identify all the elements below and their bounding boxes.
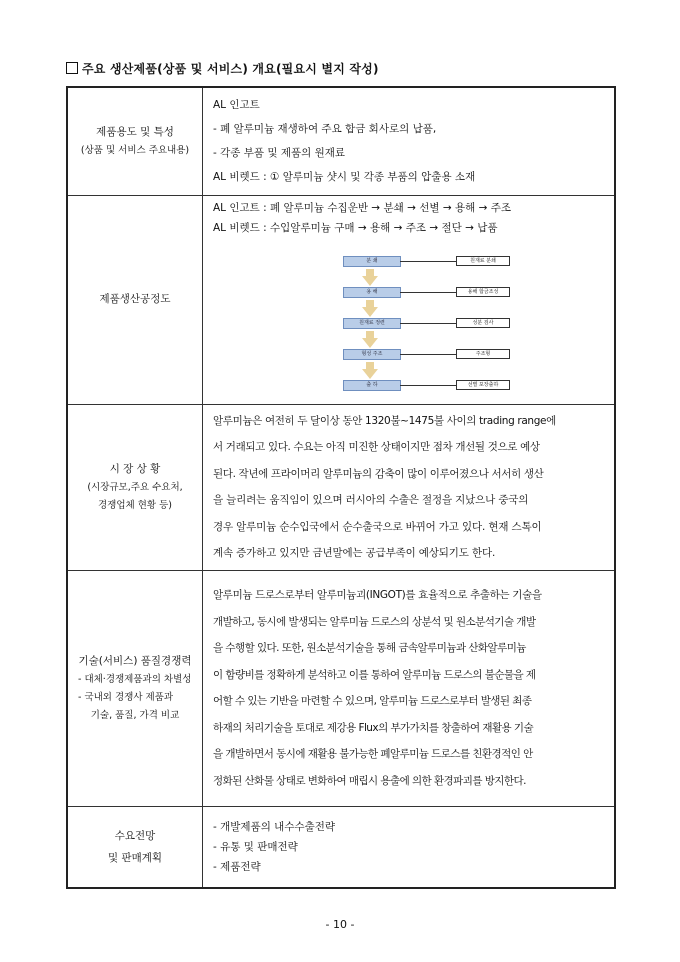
- flow-step: 분 쇄: [343, 256, 401, 267]
- label-market-text: 시 장 상 황: [109, 462, 161, 475]
- flow-step: 출 하: [343, 380, 401, 391]
- plan-line-3: - 제품전략: [213, 860, 261, 873]
- content-plan: [203, 806, 616, 888]
- plan-line-1: - 개발제품의 내수수출전략: [213, 820, 336, 833]
- flow-step: 용 해: [343, 287, 401, 298]
- tech-line-2: 개발하고, 동시에 발생되는 알루미늄 드로스의 상분석 및 원소분석기술 개발: [213, 615, 536, 628]
- row-market: [67, 404, 615, 570]
- checkbox-square-icon: [66, 62, 78, 74]
- flow-arrow-icon: [362, 276, 378, 286]
- label-usage-text: 제품용도 및 특성: [96, 125, 174, 138]
- flow-connector: [400, 292, 456, 293]
- flow-note: 주조형: [456, 349, 510, 359]
- label-market: [67, 404, 203, 570]
- tech-line-6: 하재의 처리기술을 토대로 제강용 Flux의 부가가치를 창출하여 재활용 기술: [213, 721, 534, 734]
- flow-arrow-icon: [362, 338, 378, 348]
- flow-connector: [400, 385, 456, 386]
- content-market: [203, 404, 616, 570]
- flow-arrow-icon: [362, 307, 378, 317]
- row-plan: [67, 806, 615, 888]
- market-line-3: 된다. 작년에 프라이머리 알루미늄의 감축이 많이 이루어졌으나 서서히 생산: [213, 467, 544, 480]
- content-process: [203, 195, 616, 404]
- label-usage-sub: (상품 및 서비스 주요내용): [80, 144, 190, 156]
- label-plan-text-2: 및 판매계획: [107, 851, 163, 864]
- product-overview-table: [66, 86, 616, 889]
- market-line-4: 을 늘리려는 움직임이 있으며 러시아의 수출은 절정을 지났으나 중국의: [213, 494, 529, 506]
- label-tech-sub-2: - 국내외 경쟁사 제품과: [78, 691, 174, 703]
- market-line-2: 서 거래되고 있다. 수요는 아직 미진한 상태이지만 점차 개선될 것으로 예상: [213, 441, 540, 453]
- flow-note: 용해 합금조성: [456, 287, 510, 297]
- label-plan-text-1: 수요전망: [114, 829, 156, 842]
- label-process-text: 제품생산공정도: [99, 293, 171, 305]
- page-number: - 10 -: [325, 918, 355, 931]
- flow-connector: [400, 354, 456, 355]
- label-process: [67, 195, 203, 404]
- flow-arrow-icon: [362, 369, 378, 379]
- label-usage: [67, 87, 203, 195]
- row-usage: [67, 87, 615, 195]
- tech-line-3: 을 수행할 있다. 또한, 원소분석기술을 통해 금속알루미늄과 산화알루미늄: [213, 642, 526, 654]
- section-title: [66, 60, 379, 77]
- label-tech-sub-3: 기술, 품질, 가격 비교: [90, 709, 180, 721]
- flow-note: 선별 포장출하: [456, 380, 510, 390]
- usage-line-4: AL 비렛드 : ① 알루미늄 샷시 및 각종 부품의 압출용 소재: [213, 171, 476, 184]
- label-tech-sub-1: - 대체·경쟁제품과의 차별성: [78, 673, 192, 685]
- flow-step: 원재료 정련: [343, 318, 401, 329]
- content-tech: [203, 570, 616, 806]
- flow-note: 성분 검사: [456, 318, 510, 328]
- tech-line-7: 을 개발하면서 동시에 재활용 불가능한 폐알루미늄 드로스를 친환경적인 안: [213, 748, 533, 760]
- process-line-1: AL 인고트 : 폐 알루미늄 수집운반 → 분쇄 → 선별 → 용해 → 주조: [213, 201, 512, 214]
- usage-line-1: AL 인고트: [213, 99, 260, 112]
- tech-line-8: 정화된 산화물 상태로 변화하여 매립시 용출에 의한 환경파괴를 방지한다.: [213, 774, 526, 787]
- row-process: [67, 195, 615, 404]
- content-usage: [203, 87, 616, 195]
- market-line-1: 알루미늄은 여전히 두 달이상 동안 1320불~1475불 사이의 trading range에: [213, 414, 556, 427]
- process-flow-diagram: [343, 256, 543, 396]
- flow-step: 형성 주조: [343, 349, 401, 360]
- section-title-text: 주요 생산제품(상품 및 서비스) 개요(필요시 별지 작성): [82, 62, 379, 76]
- row-tech: [67, 570, 615, 806]
- label-tech-text: 기술(서비스) 품질경쟁력: [78, 654, 192, 667]
- flow-connector: [400, 261, 456, 262]
- tech-line-4: 이 함량비를 정확하게 분석하고 이를 통하여 알루미늄 드로스의 불순물을 제: [213, 668, 536, 681]
- label-tech: [67, 570, 203, 806]
- flow-connector: [400, 323, 456, 324]
- label-market-sub-1: (시장규모,주요 수요처,: [87, 481, 183, 493]
- usage-line-2: - 폐 알루미늄 재생하여 주요 합금 회사로의 납품,: [213, 123, 437, 136]
- market-line-5: 경우 알루미늄 순수입국에서 순수출국으로 바뀌어 가고 있다. 현재 스톡이: [213, 520, 542, 533]
- label-market-sub-2: 경쟁업체 현황 등): [98, 499, 172, 511]
- label-plan: [67, 806, 203, 888]
- flow-note: 원재료 분쇄: [456, 256, 510, 266]
- process-line-2: AL 비렛드 : 수입알루미늄 구매 → 용해 → 주조 → 절단 → 납품: [213, 221, 498, 234]
- market-line-6: 계속 증가하고 있지만 금년말에는 공급부족이 예상되기도 한다.: [213, 547, 496, 559]
- plan-line-2: - 유통 및 판매전략: [213, 840, 298, 853]
- tech-line-1: 알루미늄 드로스로부터 알루미늄괴(INGOT)를 효율적으로 추출하는 기술을: [213, 589, 542, 601]
- usage-line-3: - 각종 부품 및 제품의 원재료: [213, 147, 346, 160]
- tech-line-5: 어할 수 있는 기반을 마련할 수 있으며, 알루미늄 드로스로부터 발생된 최종: [213, 695, 532, 707]
